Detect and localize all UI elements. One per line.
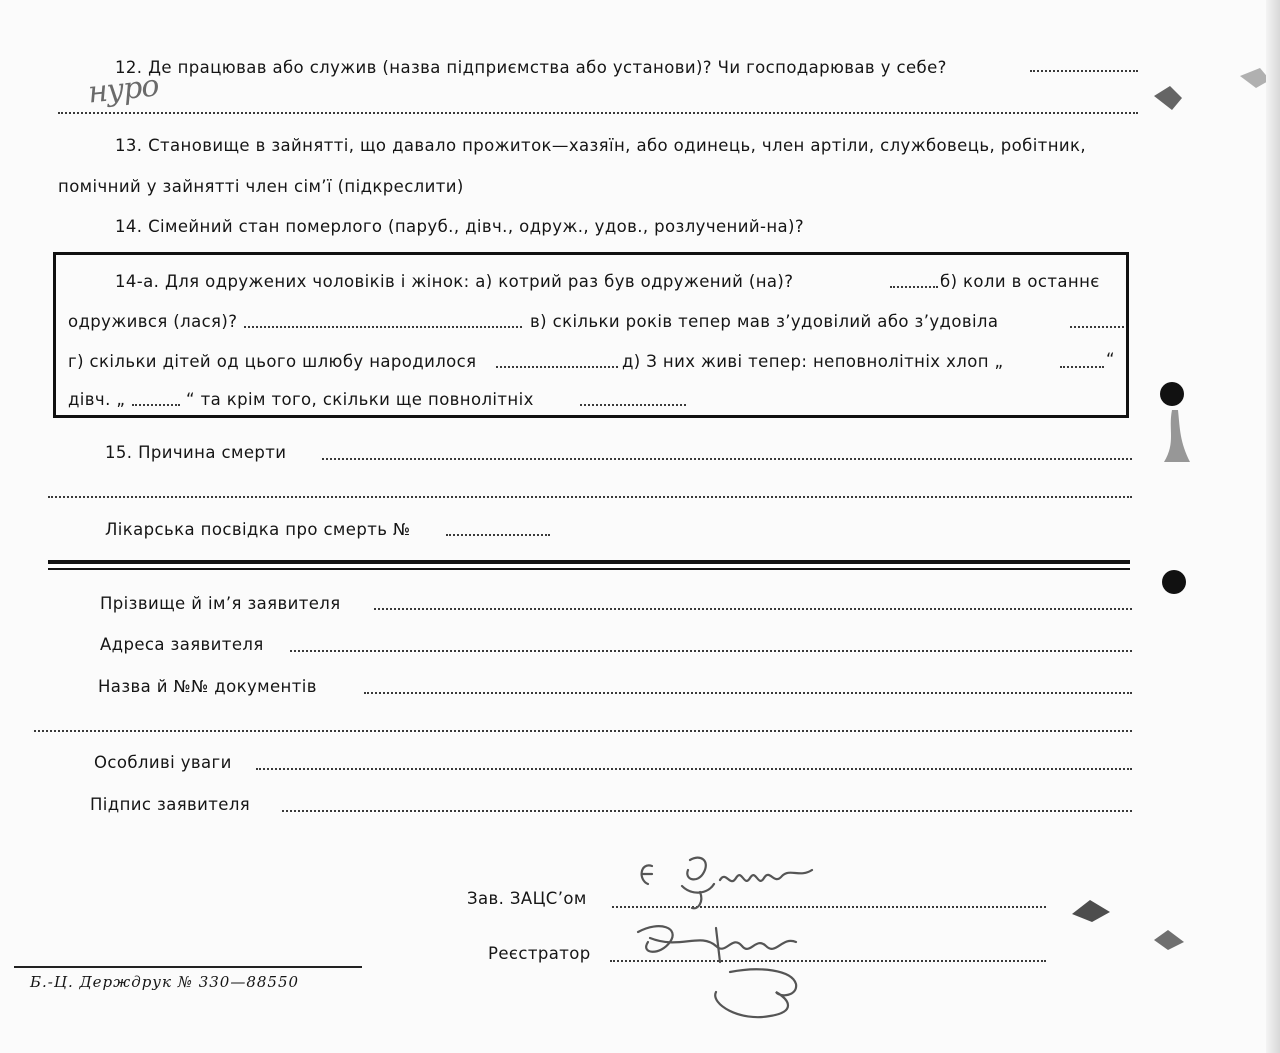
question-12-answer-line: [58, 112, 1138, 114]
applicant-signature-label: Підпис заявителя: [90, 795, 251, 814]
head-of-registry-label: Зав. ЗАЦС’ом: [467, 889, 587, 908]
footer-rule: [14, 966, 362, 968]
head-handwritten-signature: [630, 850, 830, 920]
question-12-fill-line: [1030, 70, 1138, 72]
applicant-name-field: [374, 608, 1132, 610]
remarks-label: Особливі уваги: [94, 753, 232, 772]
question-12-handwritten-answer: нуро: [86, 68, 161, 111]
question-14a-line1-part2: б) коли в останнє: [940, 272, 1100, 291]
remarks-field: [256, 768, 1132, 770]
question-14a-adults-field: [580, 404, 686, 406]
applicant-address-label: Адреса заявителя: [100, 635, 264, 654]
applicant-signature-field: [282, 810, 1132, 812]
question-14a-line2-part1: одружився (лася)?: [68, 312, 238, 331]
question-14-label: 14. Сімейний стан померлого (паруб., дівч., одруж., удов., розлучений-на)?: [115, 217, 805, 236]
question-14a-minor-girls-field: [132, 404, 180, 406]
question-14a-children-born-field: [496, 366, 618, 368]
question-14a-line4-part2: “ та крім того, скільки ще повнолітніх: [186, 390, 534, 409]
medical-certificate-number-field: [446, 534, 550, 536]
section-separator-thick: [48, 560, 1130, 564]
punch-hole-mark: [1150, 560, 1200, 610]
question-13-label-line2: помічний у зайнятті член сім’ї (підкреслити): [58, 177, 464, 196]
cause-of-death-field: [322, 458, 1132, 460]
applicant-name-label: Прізвище й ім’я заявителя: [100, 594, 341, 613]
question-14a-line4-part1: дівч. „: [68, 390, 126, 409]
question-14a-line2-part2: в) скільки років тепер мав з’удовілий або з’удовіла: [530, 312, 999, 331]
question-14a-times-married-field: [890, 286, 938, 288]
registrar-label: Реєстратор: [488, 944, 591, 963]
question-14a-widowed-years-field: [1070, 326, 1124, 328]
question-14a-line3-closequote: “: [1106, 350, 1115, 369]
paper-tear-mark: [1150, 920, 1190, 960]
question-15-label: 15. Причина смерти: [105, 443, 287, 462]
question-14a-line3-part2: д) З них живі тепер: неповнолітніх хлоп „: [622, 352, 1004, 371]
section-separator-thin: [48, 568, 1130, 570]
question-13-label-line1: 13. Становище в зайнятті, що давало прожиток—хазяїн, або одинець, член артіли, службовець, робітник,: [115, 136, 1087, 155]
question-14a-line3-part1: г) скільки дітей од цього шлюбу народилося: [68, 352, 477, 371]
cause-of-death-field-line2: [48, 496, 1132, 498]
registrar-handwritten-signature: [620, 912, 820, 1032]
question-12-label: 12. Де працював або служив (назва підприємства або установи)? Чи господарював у себе?: [115, 58, 947, 77]
documents-field: [364, 692, 1132, 694]
question-14a-minor-boys-field: [1060, 366, 1104, 368]
documents-field-line2: [34, 730, 1132, 732]
medical-certificate-label: Лікарська посвідка про смерть №: [105, 520, 411, 539]
question-14a-marriage-date-field: [244, 326, 522, 328]
paper-tear-mark: [1066, 890, 1116, 930]
applicant-address-field: [290, 650, 1132, 652]
paper-edge: [1266, 0, 1280, 1053]
punch-hole-mark: [1150, 370, 1200, 470]
paper-tear-mark: [1150, 80, 1190, 120]
printer-imprint: Б.-Ц. Держдрук № 330—88550: [30, 973, 300, 991]
question-14a-line1-part1: 14-а. Для одружених чоловіків і жінок: а) котрий раз був одружений (на)?: [115, 272, 794, 291]
documents-label: Назва й №№ документів: [98, 677, 317, 696]
